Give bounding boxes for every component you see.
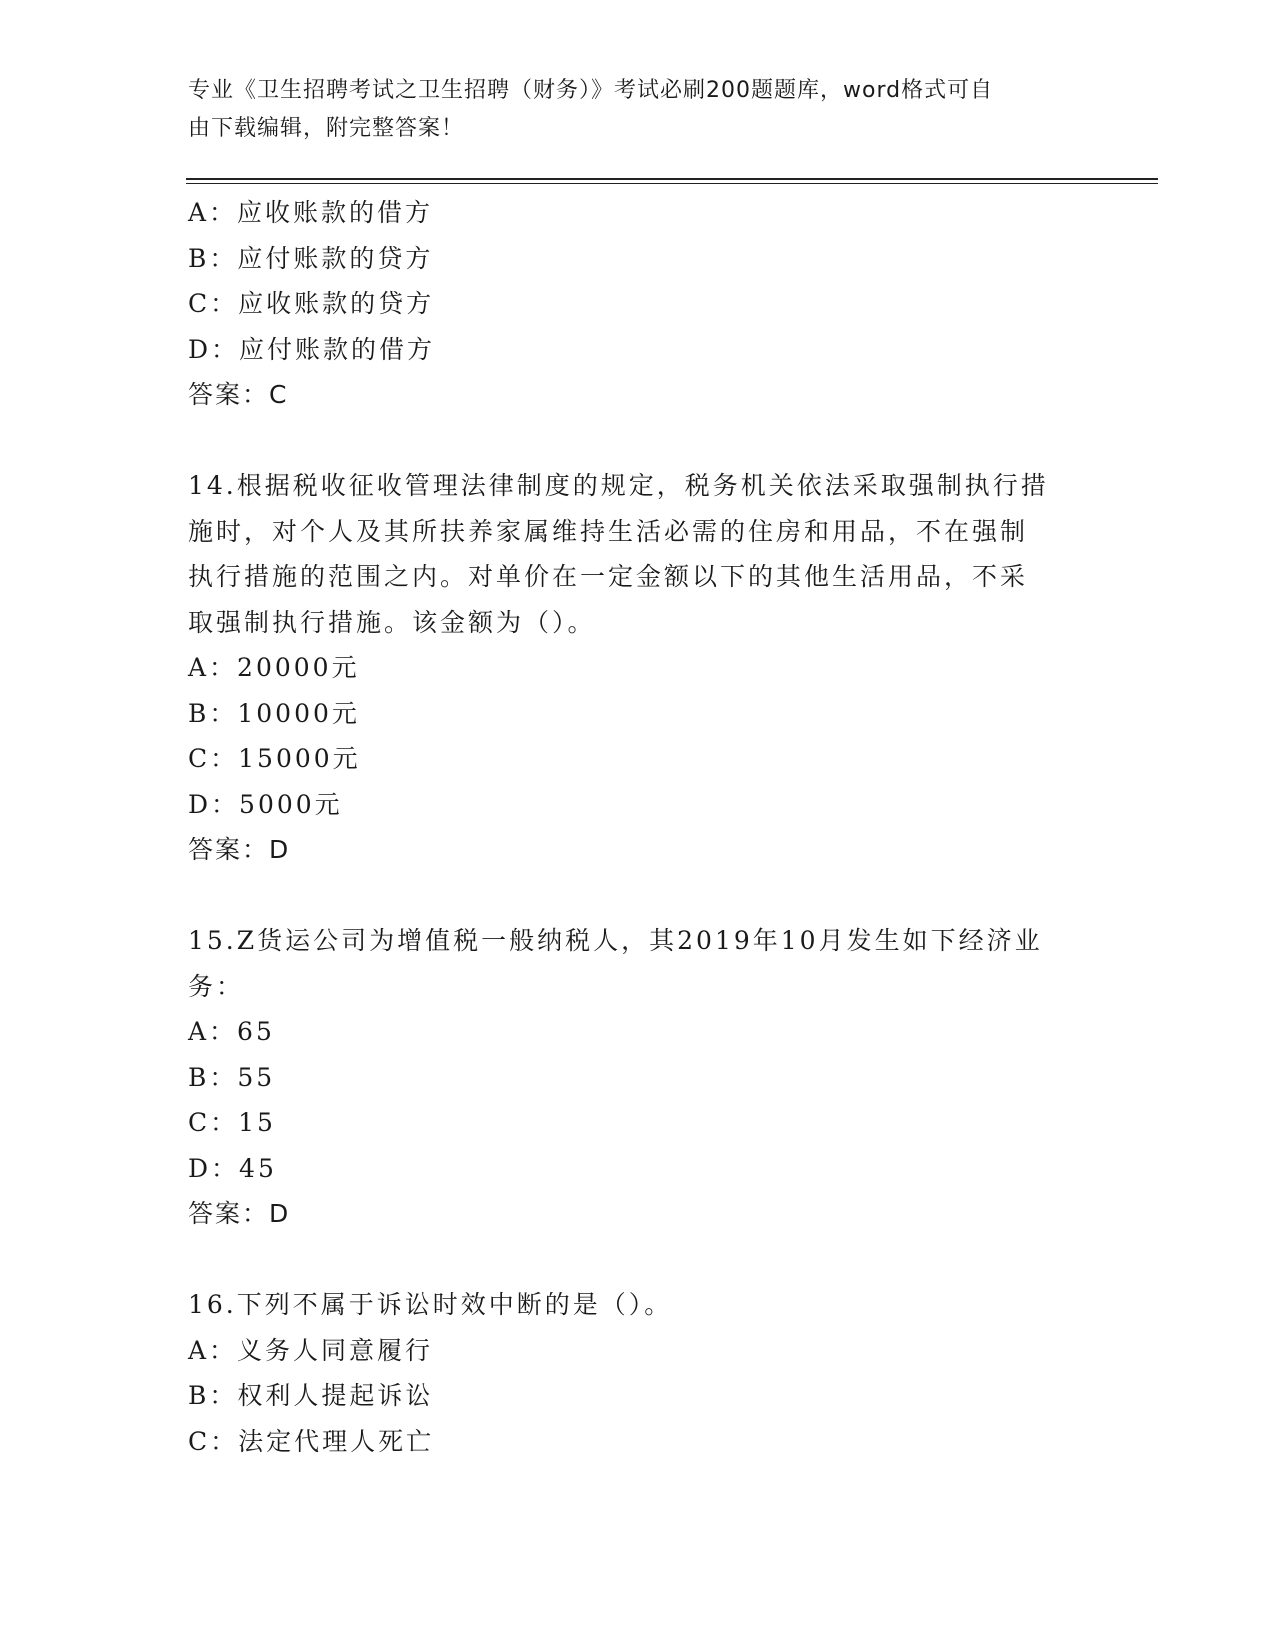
- option-c: C：应收账款的贷方: [188, 289, 435, 318]
- option-c: C：法定代理人死亡: [188, 1426, 435, 1456]
- option-d: D：5000元: [188, 789, 343, 819]
- question-text-line: 取强制执行措施。该金额为（）。: [188, 607, 596, 637]
- spacer: [188, 1237, 1088, 1283]
- header-line-1: 专业《卫生招聘考试之卫生招聘（财务）》考试必刷200题题库，word格式可自: [188, 78, 994, 103]
- option-b: B：55: [188, 1062, 276, 1092]
- question-text-line: 执行措施的范围之内。对单价在一定金额以下的其他生活用品，不采: [188, 562, 1029, 591]
- option-b: B：10000元: [188, 698, 360, 728]
- answer: 答案：D: [188, 835, 291, 864]
- spacer: [188, 873, 1088, 919]
- option-d: D：应付账款的借方: [188, 334, 436, 364]
- answer: 答案：D: [188, 1199, 291, 1228]
- question-text-line: 14.根据税收征收管理法律制度的规定，税务机关依法采取强制执行措: [188, 471, 1049, 500]
- option-a: A：应收账款的借方: [188, 198, 434, 227]
- question-14: [188, 463, 1088, 873]
- document-header: [188, 72, 1068, 148]
- answer: 答案：C: [188, 380, 289, 409]
- option-a: A：65: [188, 1017, 275, 1046]
- option-a: A：20000元: [188, 653, 360, 682]
- question-16: [188, 1282, 1088, 1464]
- question-text-line: 务：: [188, 971, 245, 1001]
- question-text-line: 15.Z货运公司为增值税一般纳税人，其2019年10月发生如下经济业: [188, 926, 1043, 955]
- document-body: [188, 190, 1088, 1464]
- question-text-line: 施时，对个人及其所扶养家属维持生活必需的住房和用品，不在强制: [188, 516, 1029, 546]
- option-c: C：15: [188, 1108, 276, 1137]
- question-15: [188, 918, 1088, 1237]
- spacer: [188, 418, 1088, 464]
- header-rule-thick: [186, 178, 1158, 180]
- option-b: B：应付账款的贷方: [188, 243, 434, 273]
- header-rule-thin: [186, 183, 1158, 184]
- option-a: A：义务人同意履行: [188, 1335, 434, 1365]
- option-d: D：45: [188, 1153, 277, 1183]
- option-b: B：权利人提起诉讼: [188, 1381, 434, 1410]
- question-text-line: 16.下列不属于诉讼时效中断的是（）。: [188, 1290, 673, 1319]
- option-c: C：15000元: [188, 744, 361, 773]
- question-13: [188, 190, 1088, 418]
- header-line-2: 由下载编辑，附完整答案！: [188, 116, 465, 141]
